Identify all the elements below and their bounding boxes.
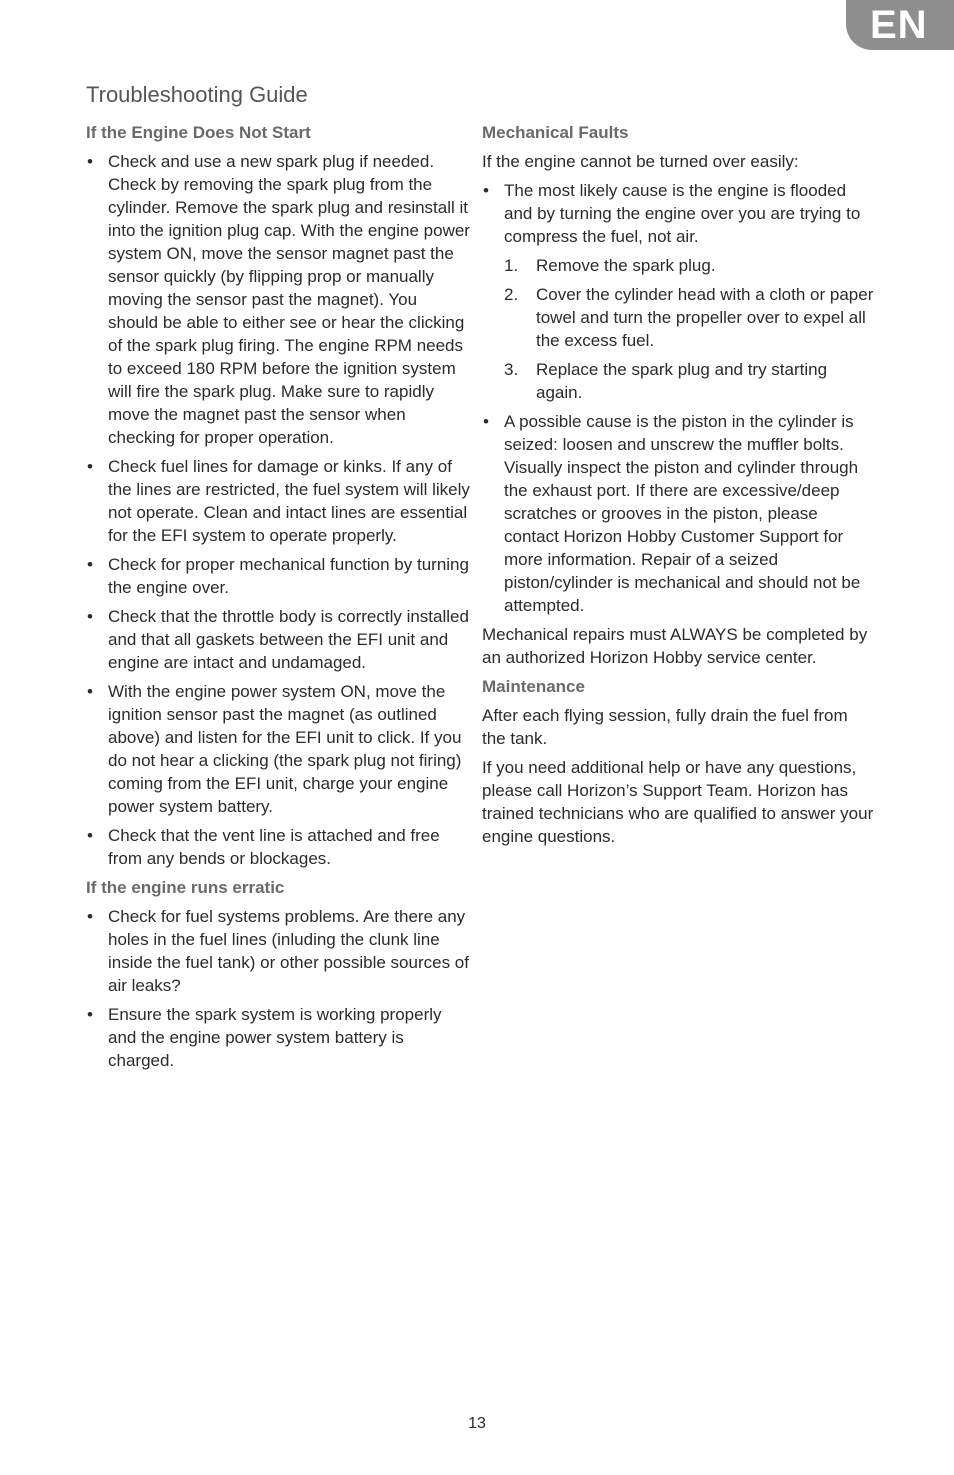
list-item: • Ensure the spark system is working properly and the engine power system battery is charged.: [86, 1003, 470, 1072]
section-heading-mechanical-faults: Mechanical Faults: [482, 123, 629, 142]
engine-runs-erratic-list: [86, 905, 470, 1072]
list-item-text: The most likely cause is the engine is flooded and by turning the engine over you are trying to compress the fuel, not air.: [504, 181, 861, 246]
step-item: [504, 283, 874, 352]
left-column: [86, 121, 470, 1078]
step-text: Cover the cylinder head with a cloth or paper towel and turn the propeller over to expel all the excess fuel.: [536, 285, 874, 350]
step-text: Remove the spark plug.: [536, 256, 716, 275]
mechanical-faults-list: [482, 179, 874, 617]
step-number: 3.: [504, 360, 519, 379]
list-item: • Check for fuel systems problems. Are there any holes in the fuel lines (inluding the clunk line inside the fuel tank) or other possible sources of air leaks?: [86, 905, 470, 997]
page-title: Troubleshooting Guide: [86, 82, 308, 107]
list-item: • With the engine power system ON, move the ignition sensor past the magnet (as outlined above) and listen for the EFI unit to click. If you do not hear a clicking (the spark plug not firing) coming from the EFI unit, charge your engine power system battery.: [86, 680, 470, 818]
page-number: 13: [468, 1415, 486, 1432]
list-item: • Check that the throttle body is correctly installed and that all gaskets between the EFI unit and engine are intact and undamaged.: [86, 605, 470, 674]
section-heading-engine-not-start: If the Engine Does Not Start: [86, 123, 311, 142]
step-item: [504, 254, 874, 277]
step-number: 1.: [504, 256, 519, 275]
list-item: • Check and use a new spark plug if needed. Check by removing the spark plug from the cylinder. Remove the spark plug and resinstall it into the ignition plug cap. With the engine power system ON, move the sensor magnet past the sensor quickly (by flipping prop or manually moving the sensor past the magnet). You should be able to either see or hear the clicking of the spark plug firing. The engine RPM needs to exceed 180 RPM before the ignition system will fire the spark plug. Make sure to rapidly move the magnet past the sensor when checking for proper operation.: [86, 150, 470, 449]
engine-not-start-list: [86, 150, 470, 870]
step-item: [504, 358, 874, 404]
right-column: [482, 121, 874, 854]
mechanical-faults-intro: If the engine cannot be turned over easily:: [482, 152, 799, 171]
help-text: If you need additional help or have any questions, please call Horizon’s Support Team. Horizon has trained technicians who are qualified to answer your engine questions.: [482, 758, 874, 846]
step-text: Replace the spark plug and try starting again.: [536, 360, 828, 402]
list-item: • Check for proper mechanical function by turning the engine over.: [86, 553, 470, 599]
list-item: • Check fuel lines for damage or kinks. If any of the lines are restricted, the fuel system will likely not operate. Clean and intact lines are essential for the EFI system to operate properly.: [86, 455, 470, 547]
list-item: [482, 179, 874, 404]
language-tab: EN: [846, 0, 954, 50]
flooded-engine-steps: [504, 254, 874, 404]
list-item: • A possible cause is the piston in the cylinder is seized: loosen and unscrew the muffler bolts. Visually inspect the piston and cylinder through the exhaust port. If there are excessive/deep scratches or grooves in the piston, please contact Horizon Hobby Customer Support for more information. Repair of a seized piston/cylinder is mechanical and should not be attempted.: [482, 410, 874, 617]
list-item: • Check that the vent line is attached and free from any bends or blockages.: [86, 824, 470, 870]
section-heading-engine-runs-erratic: If the engine runs erratic: [86, 878, 285, 897]
step-number: 2.: [504, 285, 519, 304]
maintenance-text: After each flying session, fully drain the fuel from the tank.: [482, 706, 848, 748]
repairs-note: Mechanical repairs must ALWAYS be completed by an authorized Horizon Hobby service center.: [482, 625, 868, 667]
section-heading-maintenance: Maintenance: [482, 677, 585, 696]
